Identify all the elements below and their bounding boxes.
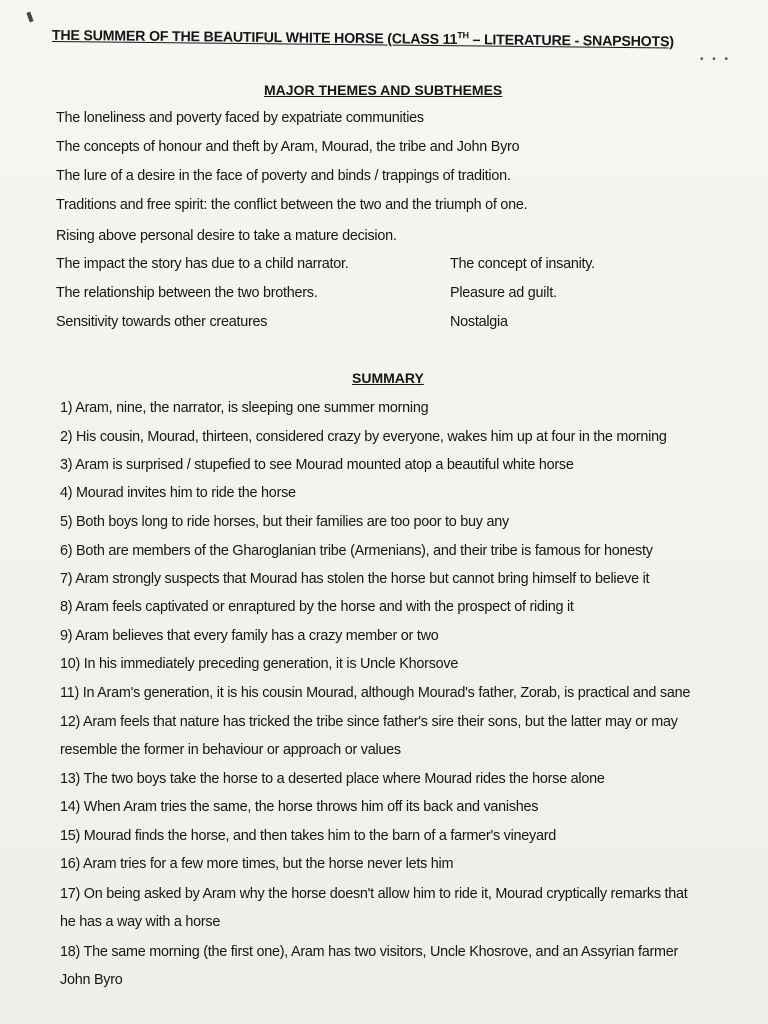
summary-heading: SUMMARY — [352, 370, 424, 386]
summary-item: 17) On being asked by Aram why the horse doesn't allow him to ride it, Mourad cryptically remarks that — [60, 886, 688, 902]
summary-item: 10) In his immediately preceding generation, it is Uncle Khorsove — [60, 656, 459, 672]
summary-item: 16) Aram tries for a few more times, but the horse never lets him — [60, 856, 454, 872]
title-tail: – LITERATURE - SNAPSHOTS) — [468, 32, 674, 51]
summary-item: 8) Aram feels captivated or enraptured by the horse and with the prospect of riding it — [60, 599, 574, 615]
title-superscript: TH — [457, 30, 469, 41]
theme-line-left: The relationship between the two brothers. — [56, 285, 318, 301]
summary-item: 12) Aram feels that nature has tricked the tribe since father's sire their sons, but the latter may or may — [60, 714, 678, 730]
theme-line-right: The concept of insanity. — [450, 256, 595, 272]
theme-line-left: The impact the story has due to a child narrator. — [56, 256, 349, 272]
theme-line: Traditions and free spirit: the conflict between the two and the triumph of one. — [56, 197, 528, 213]
summary-item-continued: he has a way with a horse — [60, 914, 221, 930]
theme-line: The lure of a desire in the face of poverty and binds / trappings of tradition. — [56, 168, 511, 184]
theme-line-left: Sensitivity towards other creatures — [56, 314, 268, 330]
summary-item: 1) Aram, nine, the narrator, is sleeping one summer morning — [60, 400, 429, 416]
summary-item: 11) In Aram's generation, it is his cousin Mourad, although Mourad's father, Zorab, is practical and sane — [60, 685, 691, 701]
theme-line: The concepts of honour and theft by Aram, Mourad, the tribe and John Byro — [56, 139, 520, 155]
summary-item: 13) The two boys take the horse to a deserted place where Mourad rides the horse alone — [60, 771, 605, 787]
summary-item: 15) Mourad finds the horse, and then takes him to the barn of a farmer's vineyard — [60, 828, 557, 844]
summary-item-continued: resemble the former in behaviour or approach or values — [60, 742, 401, 758]
theme-line-right: Pleasure ad guilt. — [450, 285, 557, 301]
summary-item: 2) His cousin, Mourad, thirteen, considered crazy by everyone, wakes him up at four in the morning — [60, 429, 667, 445]
summary-item-continued: John Byro — [60, 972, 123, 988]
summary-item: 18) The same morning (the first one), Aram has two visitors, Uncle Khosrove, and an Assyrian farmer — [60, 944, 679, 960]
summary-item: 3) Aram is surprised / stupefied to see Mourad mounted atop a beautiful white horse — [60, 457, 574, 473]
summary-item: 9) Aram believes that every family has a crazy member or two — [60, 628, 439, 644]
theme-line-right: Nostalgia — [450, 314, 508, 330]
theme-line: The loneliness and poverty faced by expatriate communities — [56, 110, 424, 126]
summary-item: 5) Both boys long to ride horses, but their families are too poor to buy any — [60, 514, 509, 530]
ink-dots: • • • — [700, 54, 732, 65]
theme-line: Rising above personal desire to take a mature decision. — [56, 228, 397, 244]
summary-item: 7) Aram strongly suspects that Mourad has stolen the horse but cannot bring himself to believe it — [60, 571, 650, 587]
ink-mark — [26, 12, 33, 23]
themes-heading: MAJOR THEMES AND SUBTHEMES — [264, 82, 503, 98]
summary-item: 6) Both are members of the Gharoglanian tribe (Armenians), and their tribe is famous for honesty — [60, 543, 653, 559]
summary-item: 4) Mourad invites him to ride the horse — [60, 485, 296, 501]
title-main: THE SUMMER OF THE BEAUTIFUL WHITE HORSE (CLASS 11 — [51, 27, 458, 48]
document-title — [52, 26, 732, 51]
summary-item: 14) When Aram tries the same, the horse throws him off its back and vanishes — [60, 799, 539, 815]
